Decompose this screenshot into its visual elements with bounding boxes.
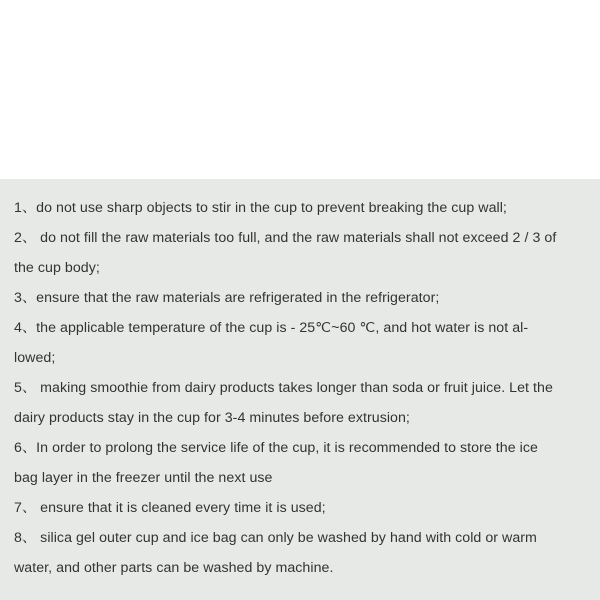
note-line: 3、ensure that the raw materials are refrigerated in the refrigerator; <box>14 290 440 306</box>
note-line: 5、 making smoothie from dairy products takes longer than soda or fruit juice. Let the <box>14 380 553 396</box>
usage-notes-panel <box>0 179 600 600</box>
note-line: the cup body; <box>14 260 100 276</box>
note-line: lowed; <box>14 350 56 366</box>
note-line: water, and other parts can be washed by machine. <box>14 560 334 576</box>
note-line: 1、do not use sharp objects to stir in the cup to prevent breaking the cup wall; <box>14 200 507 216</box>
note-line: 7、 ensure that it is cleaned every time it is used; <box>14 500 326 516</box>
note-line: 6、In order to prolong the service life of the cup, it is recommended to store the ice <box>14 440 538 456</box>
note-line: 2、 do not fill the raw materials too full, and the raw materials shall not exceed 2 / 3 of <box>14 230 557 246</box>
note-line: 8、 silica gel outer cup and ice bag can only be washed by hand with cold or warm <box>14 530 537 546</box>
usage-notes-text <box>14 193 586 583</box>
note-line: 4、the applicable temperature of the cup is - 25℃~60 ℃, and hot water is not al- <box>14 320 529 336</box>
note-line: bag layer in the freezer until the next use <box>14 470 273 486</box>
note-line: dairy products stay in the cup for 3-4 minutes before extrusion; <box>14 410 410 426</box>
